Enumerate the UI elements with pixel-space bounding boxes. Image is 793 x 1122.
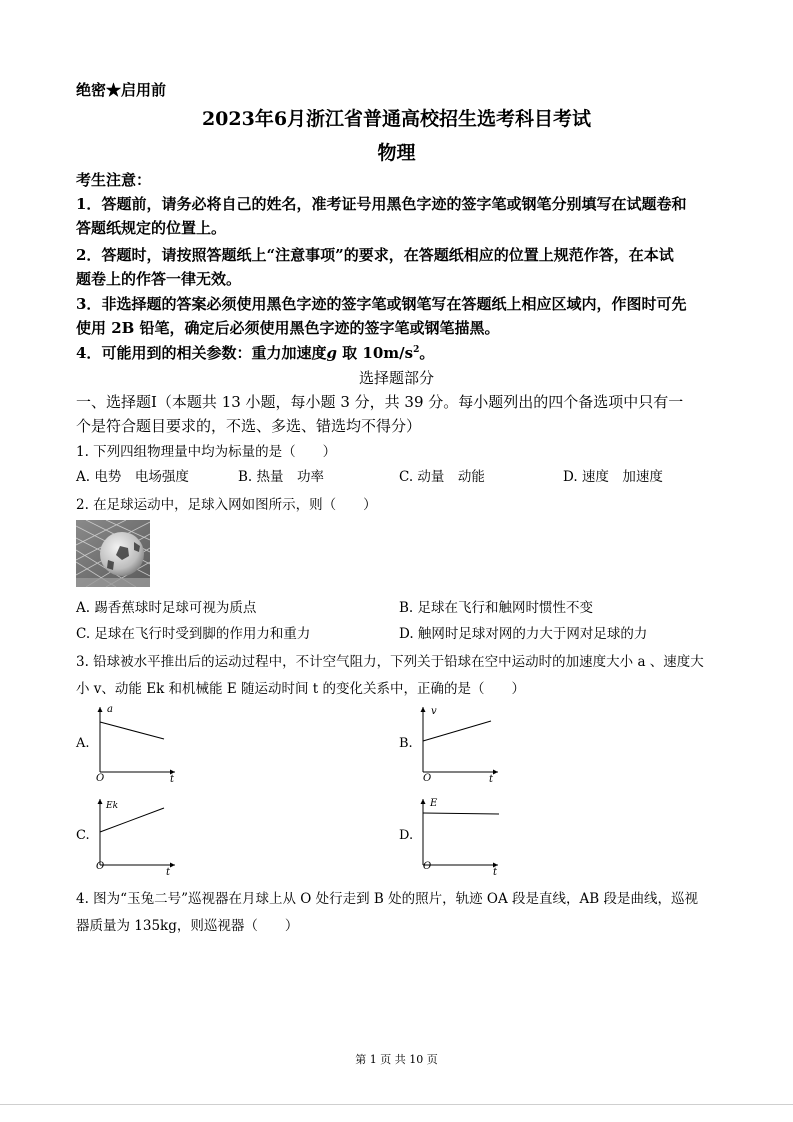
secret-label: 绝密★启用前 xyxy=(76,81,167,99)
q1-option-a: A. 电势 电场强度 xyxy=(76,469,189,485)
section-heading-cont: 个是符合题目要求的，不选、多选、错选均不得分） xyxy=(76,417,422,435)
graph-b-xlabel: t xyxy=(489,774,494,782)
graph-c-label: C. xyxy=(76,828,90,843)
q2-option-b: B. 足球在飞行和触网时惯性不变 xyxy=(399,600,594,616)
graph-b-origin: O xyxy=(423,773,432,782)
graph-a-ylabel: a xyxy=(107,704,113,715)
section-title: 选择题部分 xyxy=(358,369,434,387)
graph-b-ylabel: v xyxy=(431,706,437,717)
graph-d-label: D. xyxy=(399,828,414,843)
graph-d-xlabel: t xyxy=(493,867,498,877)
q2-stem: 2. 在足球运动中，足球入网如图所示，则（ ） xyxy=(76,497,377,513)
q2-option-d: D. 触网时足球对网的力大于网对足球的力 xyxy=(399,626,648,642)
q1-option-c: C. 动量 动能 xyxy=(399,469,485,485)
bottom-divider xyxy=(0,1104,793,1105)
graph-c-origin: O xyxy=(96,861,105,872)
subject-title: 物理 xyxy=(377,142,416,164)
notice-item-2-cont: 题卷上的作答一律无效。 xyxy=(76,270,242,288)
graph-a xyxy=(90,702,190,782)
exam-title: 2023年6月浙江省普通高校招生选考科目考试 xyxy=(201,108,592,130)
graph-c xyxy=(90,795,190,877)
notice-item-1: 1．答题前，请务必将自己的姓名，准考证号用黑色字迹的签字笔或钢笔分别填写在试题卷和 xyxy=(76,195,687,213)
graph-c-xlabel: t xyxy=(166,867,171,877)
notice-item-3: 3．非选择题的答案必须使用黑色字迹的签字笔或钢笔写在答题纸上相应区域内，作图时可先 xyxy=(76,295,687,313)
page-number: 第 1 页 共 10 页 xyxy=(355,1053,438,1066)
graph-d xyxy=(413,795,513,877)
notice-heading: 考生注意： xyxy=(76,171,152,189)
graph-c-ylabel: Ek xyxy=(106,801,119,811)
q1-option-d: D. 速度 加速度 xyxy=(563,469,663,485)
graph-a-label: A. xyxy=(76,736,90,751)
q4-stem: 4. 图为“玉兔二号”巡视器在月球上从 O 处行走到 B 处的照片，轨迹 OA 段是直线，AB 段是曲线，巡视 xyxy=(76,891,698,907)
q3-stem-cont: 小 v、动能 Ek 和机械能 E 随运动时间 t 的变化关系中，正确的是（ ） xyxy=(76,681,525,697)
section-heading: 一、选择题Ⅰ（本题共 13 小题，每小题 3 分，共 39 分。每小题列出的四个备选项中只有一 xyxy=(76,393,684,411)
notice-item-2: 2．答题时，请按照答题纸上“注意事项”的要求，在答题纸相应的位置上规范作答，在本试 xyxy=(76,246,674,264)
graph-b xyxy=(413,702,513,782)
soccer-net-photo xyxy=(76,520,150,587)
q3-stem: 3. 铅球被水平推出后的运动过程中，不计空气阻力，下列关于铅球在空中运动时的加速度大小 a 、速度大 xyxy=(76,654,704,670)
q2-option-c: C. 足球在飞行时受到脚的作用力和重力 xyxy=(76,626,311,642)
notice-item-4: 4．可能用到的相关参数：重力加速度g 取 $10m/s^2$。 xyxy=(76,344,435,362)
q4-stem-cont: 器质量为 135kg，则巡视器（ ） xyxy=(76,918,299,934)
q2-option-a: A. 踢香蕉球时足球可视为质点 xyxy=(76,600,257,616)
graph-d-ylabel: E xyxy=(430,798,438,809)
graph-a-origin: O xyxy=(96,773,105,782)
notice-item-1-cont: 答题纸规定的位置上。 xyxy=(76,219,227,237)
notice-item-3-cont: 使用 2B 铅笔，确定后必须使用黑色字迹的签字笔或钢笔描黑。 xyxy=(76,319,500,337)
q1-stem: 1. 下列四组物理量中均为标量的是（ ） xyxy=(76,444,337,460)
graph-b-label: B. xyxy=(399,736,413,751)
q1-option-b: B. 热量 功率 xyxy=(238,469,325,485)
graph-a-xlabel: t xyxy=(170,774,175,782)
graph-d-origin: O xyxy=(423,861,432,872)
